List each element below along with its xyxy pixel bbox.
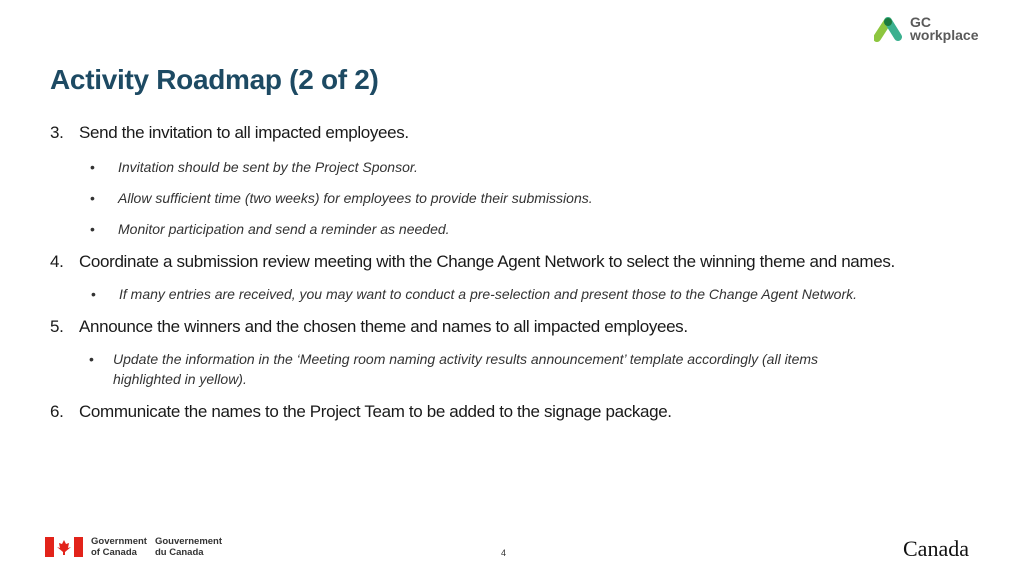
bullet-text: If many entries are received, you may want to conduct a pre-selection and present those to the Change Agent Network. [119,286,858,302]
bullet-text: Update the information in the ‘Meeting room naming activity results announcement’ template accordingly (all items [113,351,819,367]
step-number: 5. [50,317,64,336]
gov-en-line2: of Canada [91,547,137,558]
step-number: 6. [50,402,64,421]
government-of-canada-signature [45,536,222,558]
canada-wordmark: Canada [903,536,969,561]
step-number: 4. [50,252,64,271]
bullet-item [90,190,593,206]
gc-workplace-icon [874,16,906,42]
bullet-dot: • [89,351,94,367]
step-6 [50,402,672,422]
page-title: Activity Roadmap (2 of 2) [50,64,379,95]
bullet-text: Monitor participation and send a reminder as needed. [118,221,450,237]
bullet-item [89,351,819,367]
step-text: Communicate the names to the Project Team to be added to the signage package. [79,402,672,421]
step-text: Announce the winners and the chosen theme and names to all impacted employees. [79,317,688,336]
gov-en-line1: Government [91,536,147,547]
step-text: Coordinate a submission review meeting with the Change Agent Network to select the winning theme and names. [79,252,895,271]
bullet-dot: • [90,159,95,175]
gc-workplace-logo [874,16,978,42]
bullet-text: Allow sufficient time (two weeks) for employees to provide their submissions. [118,190,593,206]
bullet-dot: • [90,221,95,237]
bullet-dot: • [91,286,96,302]
bullet-item [91,286,858,302]
step-text: Send the invitation to all impacted employees. [79,123,409,142]
gov-fr-line2: du Canada [154,547,204,558]
step-3 [50,123,409,143]
logo-text-workplace: workplace [910,27,979,43]
gov-fr-line1: Gouvernement [154,536,223,547]
step-number: 3. [50,123,64,142]
step-4 [50,252,895,272]
step-5 [50,317,688,337]
gov-fr-text [155,536,222,558]
logo-text-gc: GC [910,14,931,30]
bullet-dot: • [90,190,95,206]
bullet-text: Invitation should be sent by the Project Sponsor. [118,159,418,175]
bullet-item [90,159,418,175]
bullet-item [90,221,450,237]
page-number: 4 [501,548,507,558]
gov-en-text [91,536,147,558]
canada-flag-icon [45,537,83,557]
bullet-text-continued: highlighted in yellow). [113,371,247,387]
